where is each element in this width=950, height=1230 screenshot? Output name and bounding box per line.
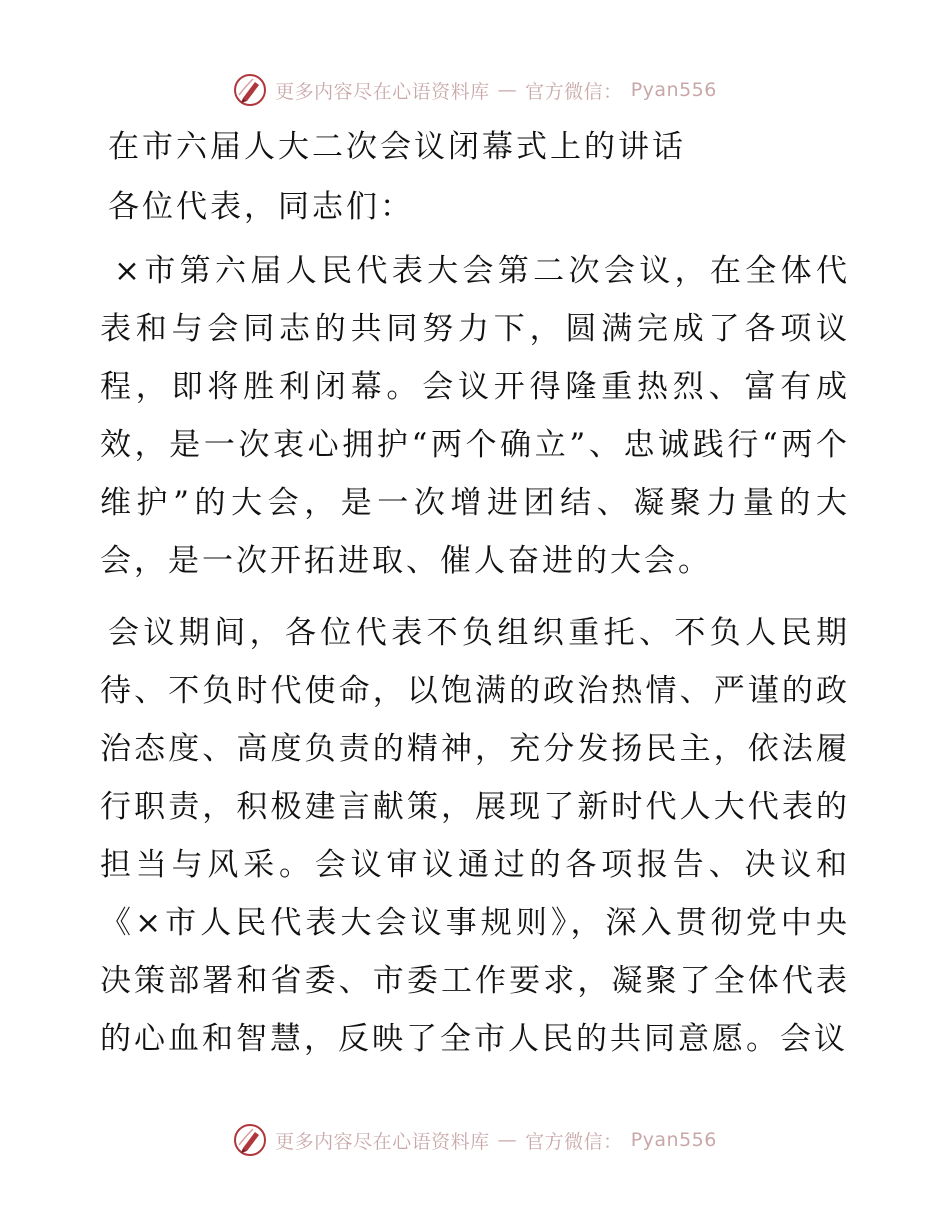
- document-body: [100, 118, 850, 1068]
- watermark-wechat-id: Pyan556: [630, 79, 717, 101]
- watermark-separator: —: [497, 79, 518, 101]
- document-title: 在市六届人大二次会议闭幕式上的讲话: [108, 129, 686, 165]
- pen-logo-icon: [233, 73, 267, 107]
- watermark-text: 更多内容尽在心语资料库: [275, 80, 490, 103]
- watermark-text: 更多内容尽在心语资料库: [275, 1130, 490, 1153]
- pen-logo-icon: [233, 1123, 267, 1157]
- paragraph-2: 会议期间，各位代表不负组织重托、不负人民期待、不负时代使命，以饱满的政治热情、严谨的政治态度、高度负责的精神，充分发扬民主，依法履行职责，积极建言献策，展现了新时代人大代表的担当与风采。会议审议通过的各项报告、决议和《×市人民代表大会议事规则》，深入贯彻党中央决策部署和省委、市委工作要求，凝聚了全体代表的心血和智慧，反映了全市人民的共同意愿。会议: [100, 615, 850, 1057]
- header-watermark: [0, 72, 950, 108]
- footer-watermark: [0, 1122, 950, 1158]
- watermark-separator: —: [497, 1129, 518, 1151]
- paragraph-1: ×市第六届人民代表大会第二次会议，在全体代表和与会同志的共同努力下，圆满完成了各项议程，即将胜利闭幕。会议开得隆重热烈、富有成效，是一次衷心拥护“两个确立”、忠诚践行“两个维护”的大会，是一次增进团结、凝聚力量的大会，是一次开拓进取、催人奋进的大会。: [100, 253, 850, 579]
- watermark-wechat-label: 官方微信：: [525, 80, 623, 103]
- watermark-wechat-label: 官方微信：: [525, 1130, 623, 1153]
- watermark-wechat-id: Pyan556: [630, 1129, 717, 1151]
- salutation: 各位代表，同志们：: [108, 189, 414, 225]
